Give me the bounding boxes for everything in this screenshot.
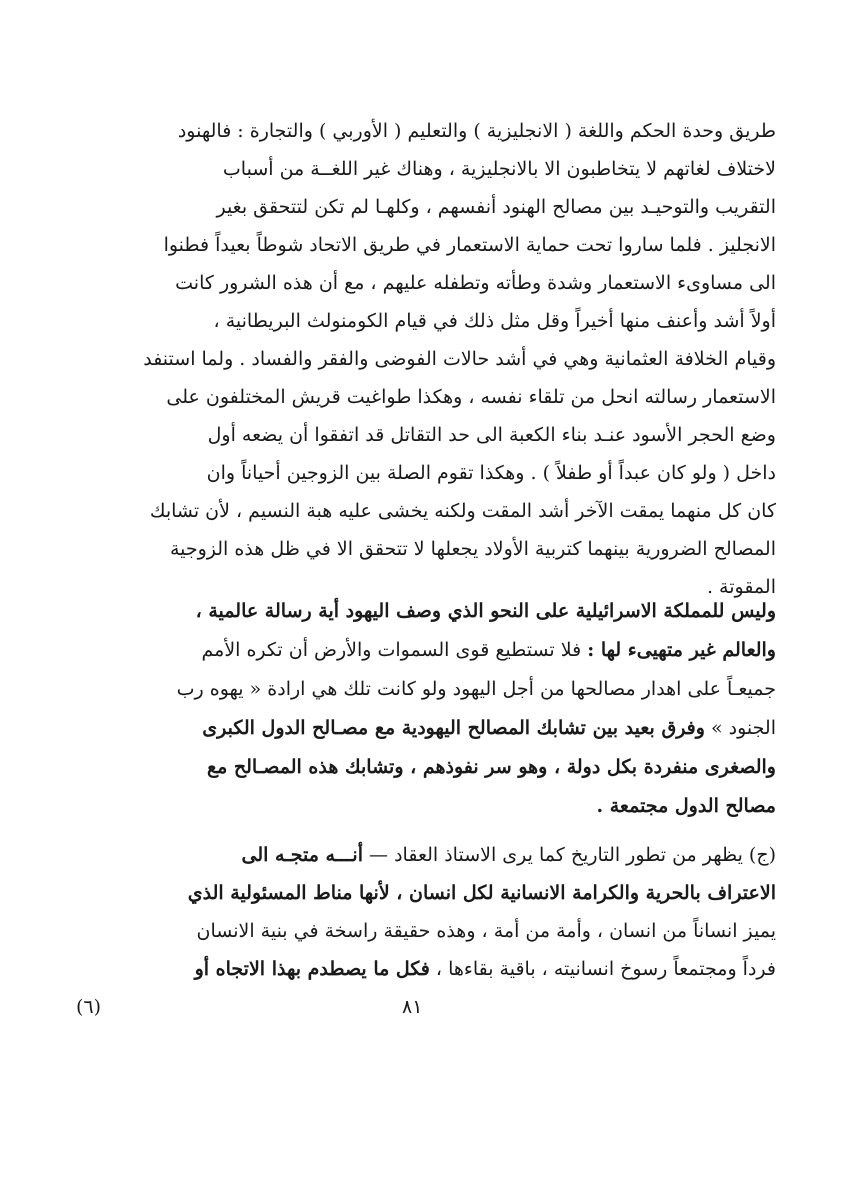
text-line: [76, 950, 776, 988]
paragraph-3: [76, 836, 776, 988]
text-line: الانجليز . فلما ساروا تحت حماية الاستعمار في طريق الاتحاد شوطاً بعيداً فطنوا: [163, 234, 776, 256]
paragraph-2: [76, 592, 776, 826]
text-line: [76, 748, 776, 787]
bold-text: وفرق بعيد بين تشابك المصالح اليهودية مع مصـالح الدول الكبرى: [202, 717, 705, 739]
text-line: الى مساوىء الاستعمار وشدة وطأته وتطفله عليهم ، مع أن هذه الشرور كانت: [175, 272, 776, 294]
text-line: [76, 670, 776, 709]
page-number: ٨١: [402, 996, 423, 1018]
text-line: [76, 836, 776, 874]
text-line: [76, 592, 776, 631]
text-line: التقريب والتوحيـد بين مصالح الهنود أنفسهم ، وكلهـا لم تكن لتتحقق بغير: [216, 196, 776, 218]
text-line: [76, 787, 776, 826]
page-footer: [76, 996, 776, 1032]
bold-text: الاعتراف بالحرية والكرامة الانسانية لكل انسان ، لأنها مناط المسئولية الذي: [187, 882, 776, 904]
signature-mark: (٦): [76, 996, 102, 1018]
text-line: المصالح الضرورية بينهما كتربية الأولاد يجعلها لا تتحقق الا في ظل هذه الزوجية: [169, 538, 776, 560]
regular-text: جميعـاً على اهدار مصالحها من أجل اليهود ولو كانت تلك هي ارادة « يهوه رب: [176, 678, 776, 700]
bold-text: أنـــه متجـه الى: [241, 844, 363, 866]
text-line: أولاً أشد وأعنف منها أخيراً وقل مثل ذلك في قيام الكومنولث البريطانية ،: [213, 310, 776, 332]
text-line: وضع الحجر الأسود عنـد بناء الكعبة الى حد التقاتل قد اتفقوا أن يضعه أول: [207, 424, 776, 446]
regular-text: الجنود »: [704, 717, 776, 739]
regular-text: فرداً ومجتمعاً رسوخ انسانيته ، باقية بقاءها ،: [429, 958, 776, 980]
text-line: [76, 631, 776, 670]
text-line: الاستعمار رسالته انحل من تلقاء نفسه ، وهكذا طواغيت قريش المختلفون على: [166, 386, 776, 408]
bold-text: وليس للمملكة الاسرائيلية على النحو الذي وصف اليهود أية رسالة عالمية ،: [195, 600, 776, 622]
bold-text: والصغرى منفردة بكل دولة ، وهو سر نفوذهم ، وتشابك هذه المصـالح مع: [206, 756, 776, 778]
regular-text: فلا تستطيع قوى السموات والأرض أن تكره الأمم: [201, 639, 588, 661]
text-line: داخل ( ولو كان عبداً أو طفلاً ) . وهكذا تقوم الصلة بين الزوجين أحياناً وان: [206, 462, 776, 484]
text-line: وقيام الخلافة العثمانية وهي في أشد حالات الفوضى والفقر والفساد . ولما استنفد: [143, 348, 776, 370]
bold-text: فكل ما يصطدم بهذا الاتجاه أو: [194, 958, 430, 980]
text-line: المقوتة .: [706, 576, 776, 598]
bold-text: والعالم غير متهيىء لها :: [587, 639, 776, 661]
text-line: كان كل منهما يمقت الآخر أشد المقت ولكنه يخشى عليه هبة النسيم ، لأن تشابك: [149, 500, 776, 522]
text-line: طريق وحدة الحكم واللغة ( الانجليزية ) والتعليم ( الأوربي ) والتجارة : فالهنود: [177, 120, 776, 142]
text-line: لاختلاف لغاتهم لا يتخاطبون الا بالانجليزية ، وهناك غير اللغــة من أسباب: [222, 158, 776, 180]
text-line: [76, 874, 776, 912]
text-line: [76, 709, 776, 748]
regular-text: يميز انساناً من انسان ، وأمة من أمة ، وهذه حقيقة راسخة في بنية الانسان: [196, 920, 776, 942]
text-line: [76, 912, 776, 950]
regular-text: (ج) يظهر من تطور التاريخ كما يرى الاستاذ العقاد —: [363, 844, 776, 866]
bold-text: مصالح الدول مجتمعة .: [596, 795, 776, 817]
paragraph-1: [76, 112, 776, 606]
